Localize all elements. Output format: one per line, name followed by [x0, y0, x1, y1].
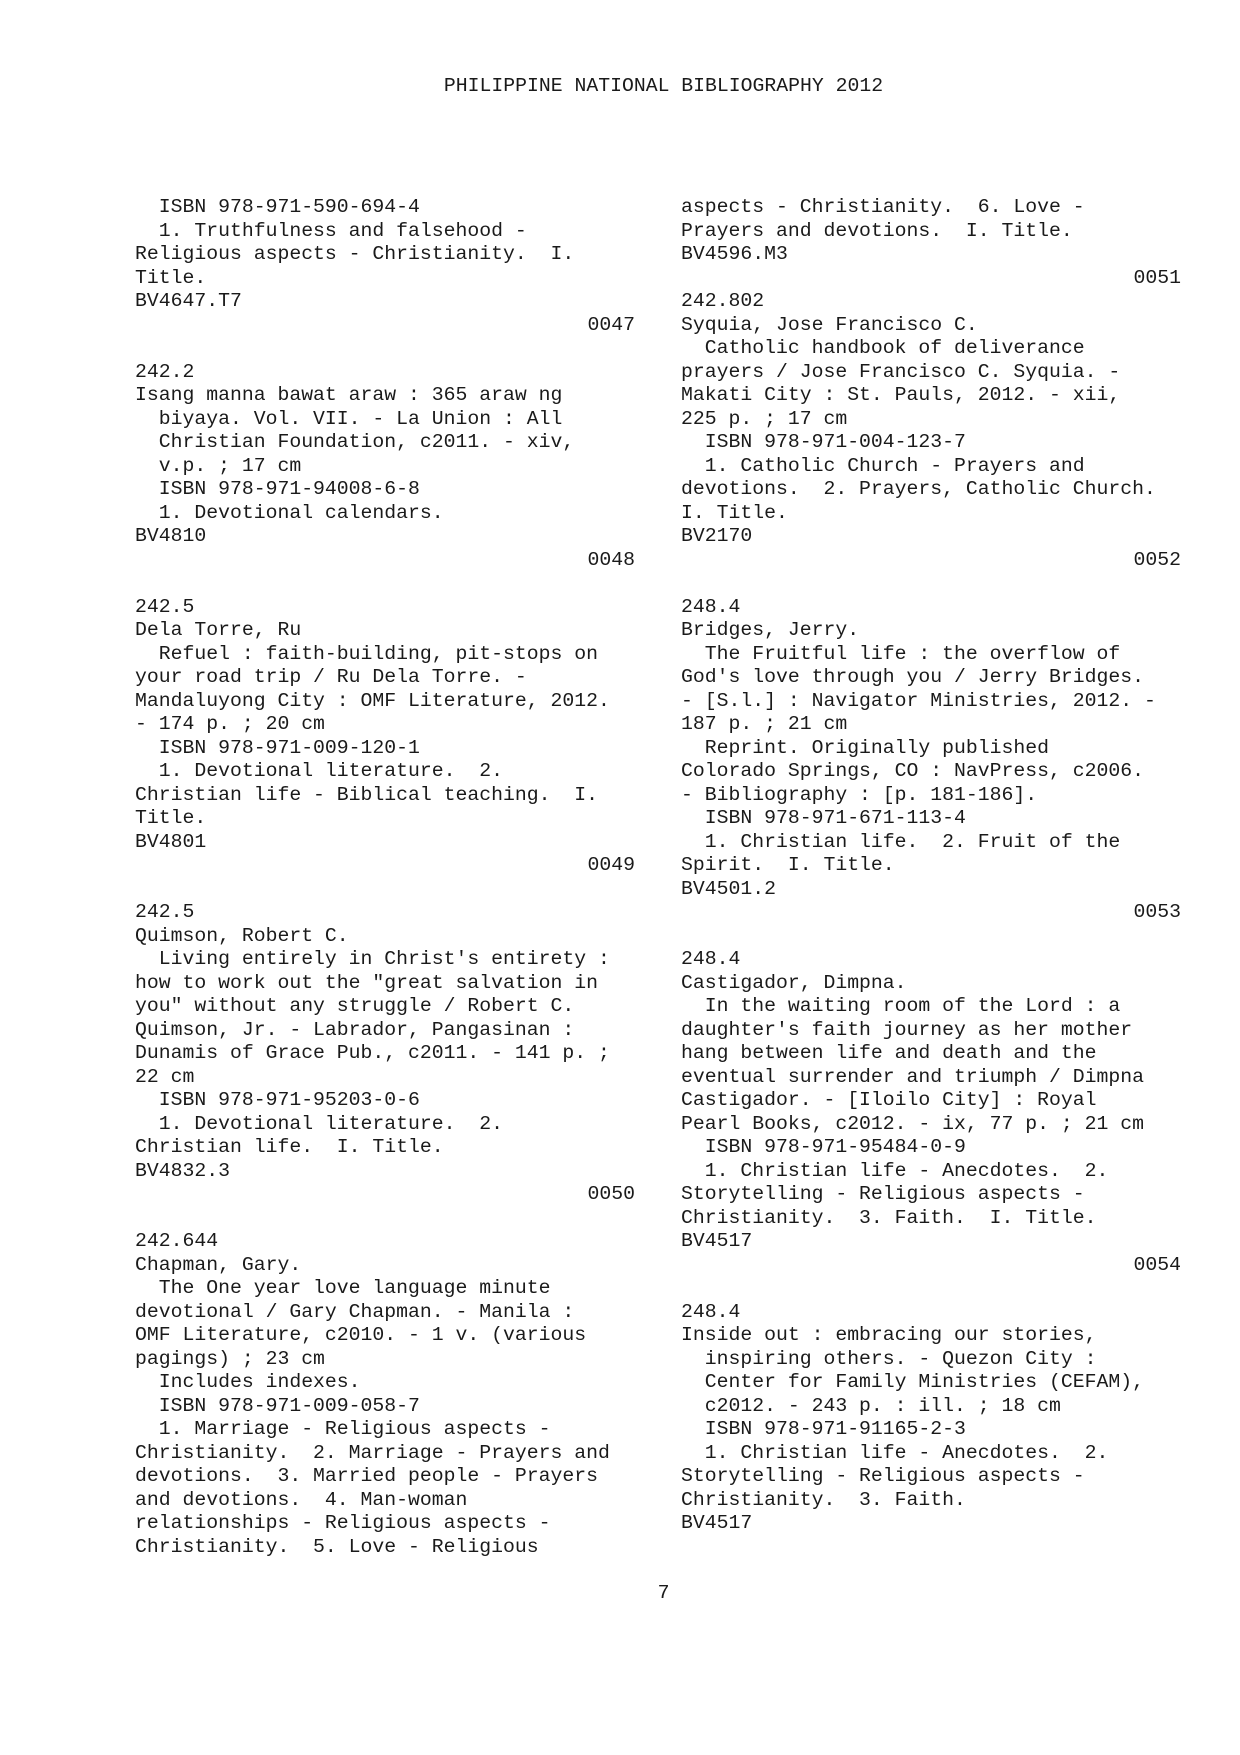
entry-line: pagings) ; 23 cm — [135, 1347, 325, 1370]
entry-line: 248.4 — [681, 595, 741, 618]
entry-line: 1. Devotional calendars. — [135, 501, 444, 524]
entry-line: 22 cm — [135, 1065, 195, 1088]
entry-line: - [S.l.] : Navigator Ministries, 2012. - — [681, 689, 1156, 712]
entry-line: ISBN 978-971-91165-2-3 — [681, 1418, 966, 1440]
page-header-title: PHILIPPINE NATIONAL BIBLIOGRAPHY 2012 — [443, 75, 884, 97]
entry-line: BV4801 — [135, 830, 207, 853]
entry-line: Catholic handbook of deliverance — [681, 337, 1085, 359]
entry-line: daughter's faith journey as her mother — [681, 1018, 1133, 1041]
entry-line: Living entirely in Christ's entirety : — [135, 948, 610, 970]
entry-number: 0049 — [587, 854, 635, 876]
entry-line: 1. Devotional literature. 2. — [135, 1112, 503, 1135]
entry-line: Quimson, Robert C. — [135, 924, 349, 947]
entry-line: BV4517 — [681, 1230, 753, 1252]
entry-line: ISBN 978-971-590-694-4 — [135, 196, 420, 218]
blank-line — [135, 572, 635, 596]
entry-line: Mandaluyong City : OMF Literature, 2012. — [135, 689, 610, 712]
entry-line: Christianity. 2. Marriage - Prayers and — [135, 1441, 610, 1464]
entry-line: devotions. 2. Prayers, Catholic Church. — [681, 478, 1156, 500]
entry-line: Refuel : faith-building, pit-stops on — [135, 642, 598, 665]
entry-number: 0047 — [587, 313, 635, 336]
entry-line: relationships - Religious aspects - — [135, 1512, 551, 1534]
entry-line: 242.644 — [135, 1230, 219, 1252]
entry-line: ISBN 978-971-95484-0-9 — [681, 1136, 966, 1158]
entry-line: BV4647.T7 — [135, 290, 242, 312]
entry-line: Title. — [135, 807, 207, 829]
entry-line: Quimson, Jr. - Labrador, Pangasinan : — [135, 1018, 575, 1041]
entry-line: - Bibliography : [p. 181-186]. — [681, 783, 1038, 806]
entry-line: ISBN 978-971-95203-0-6 — [135, 1089, 420, 1111]
blank-line — [681, 1277, 1181, 1301]
entry-line: you" without any struggle / Robert C. — [135, 995, 575, 1017]
entry-line: ISBN 978-971-009-058-7 — [135, 1394, 420, 1417]
entry-line: Colorado Springs, CO : NavPress, c2006. — [681, 760, 1144, 782]
entry-line: Prayers and devotions. I. Title. — [681, 219, 1073, 242]
entry-line: 248.4 — [681, 1300, 741, 1323]
entry-line: BV4810 — [135, 525, 207, 547]
entry-line: 1. Catholic Church - Prayers and — [681, 454, 1085, 477]
entry-line: devotional / Gary Chapman. - Manila : — [135, 1300, 575, 1323]
entry-line: hang between life and death and the — [681, 1042, 1097, 1064]
entry-line: BV4832.3 — [135, 1159, 230, 1182]
entry-line: Title. — [135, 266, 207, 289]
entry-line: 1. Christian life - Anecdotes. 2. — [681, 1441, 1109, 1464]
entry-line: Center for Family Ministries (CEFAM), — [681, 1371, 1144, 1393]
entry-number: 0048 — [587, 548, 635, 571]
entry-line: aspects - Christianity. 6. Love - — [681, 196, 1085, 218]
entry-line: Syquia, Jose Francisco C. — [681, 313, 978, 336]
entry-line: Spirit. I. Title. — [681, 854, 895, 876]
entry-line: Chapman, Gary. — [135, 1253, 302, 1276]
entry-line: Bridges, Jerry. — [681, 619, 860, 641]
entry-line: God's love through you / Jerry Bridges. — [681, 666, 1144, 688]
entry-line: Castigador, Dimpna. — [681, 971, 907, 994]
entry-line: 1. Marriage - Religious aspects - — [135, 1418, 551, 1440]
entry-line: BV4517 — [681, 1512, 753, 1534]
entry-line: 187 p. ; 21 cm — [681, 713, 848, 735]
entry-line: - 174 p. ; 20 cm — [135, 713, 325, 735]
entry-line: 248.4 — [681, 948, 741, 970]
entry-line: Christianity. 3. Faith. I. Title. — [681, 1206, 1097, 1229]
entry-line: how to work out the "great salvation in — [135, 971, 598, 994]
entry-line: Includes indexes. — [135, 1371, 361, 1393]
entry-line: BV4596.M3 — [681, 243, 788, 265]
entry-line: Religious aspects - Christianity. I. — [135, 243, 575, 265]
entry-line: 1. Devotional literature. 2. — [135, 760, 503, 782]
entry-line: inspiring others. - Quezon City : — [681, 1347, 1097, 1370]
entry-line: BV2170 — [681, 525, 753, 547]
entry-line: v.p. ; 17 cm — [135, 454, 302, 477]
entry-line: devotions. 3. Married people - Prayers — [135, 1465, 598, 1487]
entry-line: Christian life. I. Title. — [135, 1136, 444, 1158]
entry-line: Reprint. Originally published — [681, 736, 1049, 759]
entry-line: 242.5 — [135, 901, 195, 923]
entry-line: ISBN 978-971-009-120-1 — [135, 736, 420, 759]
entry-line: The One year love language minute — [135, 1277, 551, 1299]
entry-number: 0050 — [587, 1183, 635, 1205]
entry-line: 1. Christian life. 2. Fruit of the — [681, 830, 1121, 853]
entry-line: Christian life - Biblical teaching. I. — [135, 783, 598, 806]
entry-number: 0051 — [1133, 266, 1181, 289]
entry-line: Dela Torre, Ru — [135, 619, 302, 641]
entry-line: 1. Truthfulness and falsehood - — [135, 219, 527, 242]
blank-line — [681, 572, 1181, 596]
blank-line — [135, 878, 635, 902]
entry-line: ISBN 978-971-94008-6-8 — [135, 478, 420, 500]
entry-line: prayers / Jose Francisco C. Syquia. - — [681, 360, 1121, 383]
page-number: 7 — [657, 1582, 670, 1604]
entry-line: ISBN 978-971-671-113-4 — [681, 807, 966, 829]
entry-line: biyaya. Vol. VII. - La Union : All — [135, 407, 563, 430]
entry-line: 225 p. ; 17 cm — [681, 407, 848, 430]
entry-line: Makati City : St. Pauls, 2012. - xii, — [681, 384, 1121, 406]
entry-line: eventual surrender and triumph / Dimpna — [681, 1065, 1144, 1088]
entry-line: 242.5 — [135, 595, 195, 618]
entry-line: Christianity. 3. Faith. — [681, 1488, 966, 1511]
entry-number: 0053 — [1133, 901, 1181, 923]
entry-line: Storytelling - Religious aspects - — [681, 1465, 1085, 1487]
entry-line: In the waiting room of the Lord : a — [681, 995, 1121, 1017]
entry-line: 1. Christian life - Anecdotes. 2. — [681, 1159, 1109, 1182]
entry-line: ISBN 978-971-004-123-7 — [681, 431, 966, 453]
right-column — [681, 196, 1181, 1536]
entry-line: The Fruitful life : the overflow of — [681, 642, 1121, 665]
left-column — [135, 196, 635, 1559]
entry-line: and devotions. 4. Man-woman — [135, 1488, 468, 1511]
entry-line: Isang manna bawat araw : 365 araw ng — [135, 384, 563, 406]
entry-number: 0052 — [1133, 548, 1181, 571]
entry-line: Dunamis of Grace Pub., c2011. - 141 p. ; — [135, 1042, 610, 1064]
entry-line: Storytelling - Religious aspects - — [681, 1183, 1085, 1205]
blank-line — [135, 337, 635, 361]
entry-line: Inside out : embracing our stories, — [681, 1324, 1097, 1346]
entry-line: 242.802 — [681, 290, 765, 312]
entry-line: Castigador. - [Iloilo City] : Royal — [681, 1089, 1097, 1111]
blank-line — [135, 1207, 635, 1231]
entry-number: 0054 — [1133, 1253, 1181, 1276]
entry-line: I. Title. — [681, 501, 788, 524]
entry-line: Christianity. 5. Love - Religious — [135, 1535, 539, 1558]
entry-line: BV4501.2 — [681, 877, 776, 900]
entry-line: your road trip / Ru Dela Torre. - — [135, 666, 527, 688]
entry-line: Pearl Books, c2012. - ix, 77 p. ; 21 cm — [681, 1112, 1144, 1135]
blank-line — [681, 925, 1181, 949]
entry-line: 242.2 — [135, 360, 195, 383]
entry-line: OMF Literature, c2010. - 1 v. (various — [135, 1324, 587, 1346]
entry-line: Christian Foundation, c2011. - xiv, — [135, 431, 575, 453]
entry-line: c2012. - 243 p. : ill. ; 18 cm — [681, 1394, 1061, 1417]
